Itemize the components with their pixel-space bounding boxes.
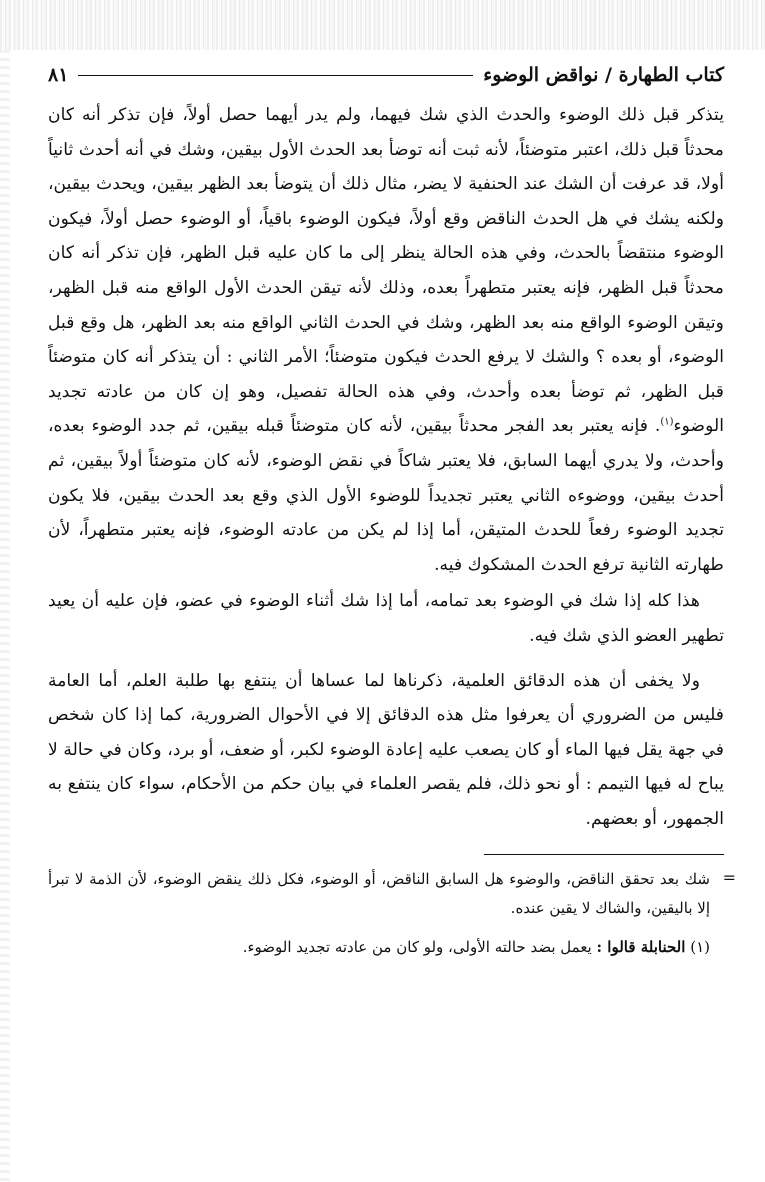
continuation-marker: = (722, 868, 736, 888)
footnote-1 (48, 933, 724, 962)
page-number: ٨١ (48, 64, 69, 86)
paragraph-1-part-a: يتذكر قبل ذلك الوضوء والحدث الذي شك فيهما، ولم يدر أيهما حصل أولاً، فإن تذكر أنه كان محدثاً قبل ذلك، اعتبر متوضئاً، لأنه ثبت أنه توضأ بعد الحدث الأول بيقين، وشك في أنه أحدث ثانياً أولا، قد عرفت أن الشك عند الحنفية لا يضر، مثال ذلك أن يتوضأ بعد الظهر بيقين، ويحدث بيقين، ولكنه يشك في هل الحدث الناقض وقع أولاً، فيكون الوضوء باقياً، أو الوضوء حصل أولاً، فيكون الوضوء منتقضاً بالحدث، وفي هذه الحالة ينظر إلى ما كان عليه قبل الظهر، فإن تذكر أنه كان محدثاً قبل الظهر، فإنه يعتبر متطهراً بعده، وذلك لأنه تيقن الحدث الأول الواقع منه قبل الظهر، وتيقن الوضوء الواقع منه بعد الظهر، وشك في الحدث الثاني الواقع منه بعد الظهر، هل وقع قبل الوضوء، أو بعده ؟ والشك لا يرفع الحدث فيكون متوضئاً؛ الأمر الثاني : أن يتذكر أنه كان متوضئاً قبل الظهر، ثم توضأ بعده وأحدث، وفي هذه الحالة تفصيل، وهو إن كان من عادته تجديد الوضوء (48, 105, 724, 437)
header-rule (78, 75, 473, 76)
body-paragraph-2: هذا كله إذا شك في الوضوء بعد تمامه، أما إذا شك أثناء الوضوء في عضو، فإن عليه أن يعيد تطهير العضو الذي شك فيه. (48, 591, 724, 646)
footnote-1-text: يعمل بضد حالته الأولى، ولو كان من عادته تجديد الوضوء. (242, 938, 592, 957)
footnote-continuation (48, 865, 736, 923)
footnote-1-number: (١) (690, 938, 710, 957)
header-title: كتاب الطهارة / نواقض الوضوء (483, 64, 724, 86)
book-page (48, 60, 736, 1140)
scan-edge-left (0, 50, 10, 1182)
footnote-reference[interactable]: (١) (660, 416, 674, 428)
scan-edge-top (0, 0, 765, 50)
footnote-separator (484, 854, 724, 855)
body-paragraph-1 (48, 98, 724, 582)
footnote-continuation-text: شك بعد تحقق الناقض، والوضوء هل السابق الناقض، أو الوضوء، فكل ذلك ينقض الوضوء، لأن الذمة لا تبرأ إلا باليقين، والشاك لا يقين عنده. (48, 870, 710, 918)
body-paragraph-3: ولا يخفى أن هذه الدقائق العلمية، ذكرناها لما عساها أن ينتفع بها طلبة العلم، أما العامة فليس من الضروري أن يعرفوا مثل هذه الدقائق إلا في الأحوال الضرورية، كما إذا كان شخص في جهة يقل فيها الماء أو كان يصعب عليه إعادة الوضوء لكبر، أو ضعف، أو برد، وكان في حالة لا يباح له فيها التيمم : أو نحو ذلك، فلم يقصر العلماء في بيان حكم من الأحكام، سواء كان ينتفع به الجمهور، أو بعضهم. (48, 670, 724, 829)
footnote-1-label: الحنابلة قالوا : (596, 938, 686, 957)
running-header (48, 60, 724, 90)
paragraph-1-part-b: . فإنه يعتبر بعد الفجر محدثاً بيقين، لأنه كان متوضئاً قبله بيقين، ثم جدد الوضوء بعده، وأحدث، ولا يدري أيهما السابق، فلا يعتبر شاكاً في نقض الوضوء، لأنه كان متوضئاً أولاً بيقين، ثم أحدث بيقين، ووضوءه الثاني يعتبر تجديداً للوضوء الأول الذي وقع بعد الحدث بيقين، فلا يكون تجديد الوضوء رفعاً للحدث المتيقن، أما إذا لم يكن من عادته الوضوء، فإنه يعتبر متطهراً، لأن طهارته الثانية ترفع الحدث المشكوك فيه. (48, 416, 724, 575)
